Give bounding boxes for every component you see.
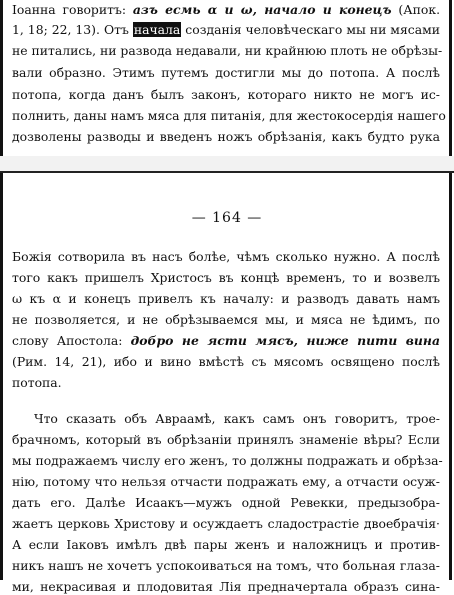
text-line: [12, 2, 440, 18]
text-span: (Апок.: [391, 2, 441, 17]
text-line: ω къ α и конецъ привелъ къ началу: и разводъ давать намъ: [12, 291, 440, 306]
text-line: [12, 333, 440, 349]
text-line: Божія сотворила въ насъ болѣе, чѣмъ сколько нужно. А послѣ: [12, 249, 440, 264]
text-line: ми, некрасивая и плодовитая Лія предначертала образъ сина-: [12, 579, 440, 594]
text-line: не питались, ни развода недавали, ни крайнюю плоть не обрѣзы-: [12, 43, 443, 58]
page-break-line: [0, 171, 454, 173]
text-span: созданія человѣческаго мы ни мясами: [181, 22, 440, 37]
text-span: 1, 18; 22, 13). Отъ: [12, 22, 133, 37]
text-line: вали образно. Этимъ путемъ достигли мы до потопа. А послѣ: [12, 65, 440, 80]
text-line: [12, 22, 440, 38]
page-left-edge: [0, 0, 3, 580]
page-break-gap: [0, 156, 454, 172]
italic-span: начало и конецъ: [264, 2, 392, 17]
text-span: Іоанна говоритъ:: [12, 2, 133, 17]
italic-span: α и ω,: [200, 2, 265, 17]
text-line: мы подражаемъ числу его женъ, то должны подражать и обрѣза-: [12, 453, 443, 468]
italic-span: добро не ясти мясъ, ниже пити вина: [130, 333, 440, 348]
text-line: дать его. Далѣе Исаакъ—мужъ одной Ревекки, предызобра-: [12, 495, 440, 510]
text-line: (Рим. 14, 21), ибо и вино вмѣстѣ съ мясомъ освящено послѣ: [12, 354, 440, 369]
paragraph-first-line: Что сказать объ Авраамѣ, какъ самъ онъ говоритъ, троe-: [34, 411, 440, 426]
text-line: полнить, даны намъ мяса для питанія, для жестокосердія нашего: [12, 108, 446, 123]
text-line: потопа, когда данъ былъ законъ, котораго никто не могъ ис-: [12, 87, 440, 102]
text-line: А если Іаковъ имѣлъ двѣ пары женъ и наложницъ и против-: [12, 537, 440, 552]
text-line: того какъ пришелъ Христосъ въ концѣ временъ, то и возвелъ: [12, 270, 440, 285]
italic-span: азъ есмь: [132, 2, 201, 17]
page-number: — 164 —: [191, 210, 263, 226]
text-line: дозволены разводы и введенъ ножъ обрѣзанія, какъ будто рука: [12, 129, 440, 144]
text-line: жаетъ церковь Христову и осуждаетъ сладострастіе двоебрачія·: [12, 516, 440, 531]
text-span: слову Апостола:: [12, 333, 131, 348]
text-line: потопа.: [12, 375, 62, 390]
text-line: брачномъ, который въ обрѣзаніи принялъ знаменіе вѣры? Если: [12, 432, 440, 447]
text-line: никъ нашъ не хочетъ успокоиваться на томъ, что больная глаза-: [12, 558, 440, 573]
text-line: не позволяется, и не обрѣзываемся мы, и мяса не ѣдимъ, по: [12, 312, 440, 327]
page-right-edge: [449, 0, 452, 580]
search-highlight: начала: [133, 22, 181, 37]
text-line: нію, потому что нельзя отчасти подражать ему, а отчасти осуж-: [12, 474, 440, 489]
